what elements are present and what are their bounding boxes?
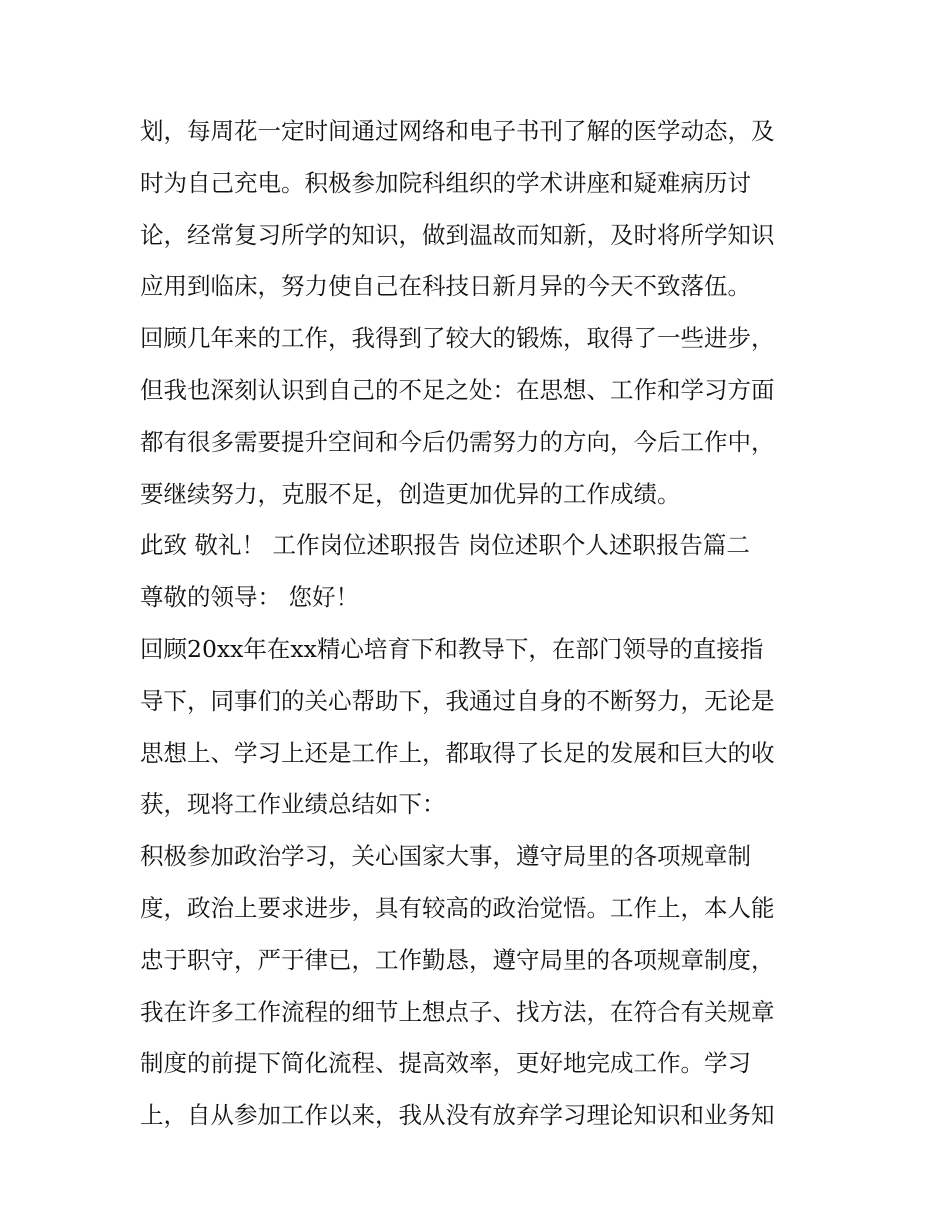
text-line: 我在许多工作流程的细节上想点子、找方法，在符合有关规章	[140, 997, 775, 1026]
text-line: 都有很多需要提升空间和今后仍需努力的方向，今后工作中，	[140, 427, 775, 456]
text-line: 应用到临床，努力使自己在科技日新月异的今天不致落伍。	[140, 272, 751, 301]
text-line: 忠于职守，严于律已，工作勤恳，遵守局里的各项规章制度，	[140, 945, 775, 974]
text-line: 思想上、学习上还是工作上，都取得了长足的发展和巨大的收	[140, 738, 775, 767]
text-line: 尊敬的领导： 您好！	[140, 583, 359, 612]
text-line: 导下，同事们的关心帮助下，我通过自身的不断努力，无论是	[140, 686, 775, 715]
text-line: 此致 敬礼！ 工作岗位述职报告 岗位述职个人述职报告篇二	[140, 531, 750, 560]
text-line: 制度的前提下简化流程、提高效率，更好地完成工作。学习	[140, 1049, 751, 1078]
text-line: 回顾20xx年在xx精心培育下和教导下，在部门领导的直接指	[140, 634, 764, 663]
text-line: 上，自从参加工作以来，我从没有放弃学习理论知识和业务知	[140, 1101, 775, 1130]
text-line: 论，经常复习所学的知识，做到温故而知新，及时将所学知识	[140, 220, 775, 249]
text-line: 要继续努力，克服不足，创造更加优异的工作成绩。	[140, 479, 681, 508]
text-line: 但我也深刻认识到自己的不足之处：在思想、工作和学习方面	[140, 375, 775, 404]
text-line: 回顾几年来的工作，我得到了较大的锻炼，取得了一些进步，	[140, 324, 775, 353]
text-line: 积极参加政治学习，关心国家大事，遵守局里的各项规章制	[140, 842, 751, 871]
text-line: 时为自己充电。积极参加院科组织的学术讲座和疑难病历讨	[140, 168, 751, 197]
document-body	[140, 106, 820, 1142]
text-line: 度，政治上要求进步，具有较高的政治觉悟。工作上，本人能	[140, 893, 775, 922]
text-line: 获，现将工作业绩总结如下：	[140, 790, 446, 819]
text-line: 划，每周花一定时间通过网络和电子书刊了解的医学动态，及	[140, 117, 775, 145]
